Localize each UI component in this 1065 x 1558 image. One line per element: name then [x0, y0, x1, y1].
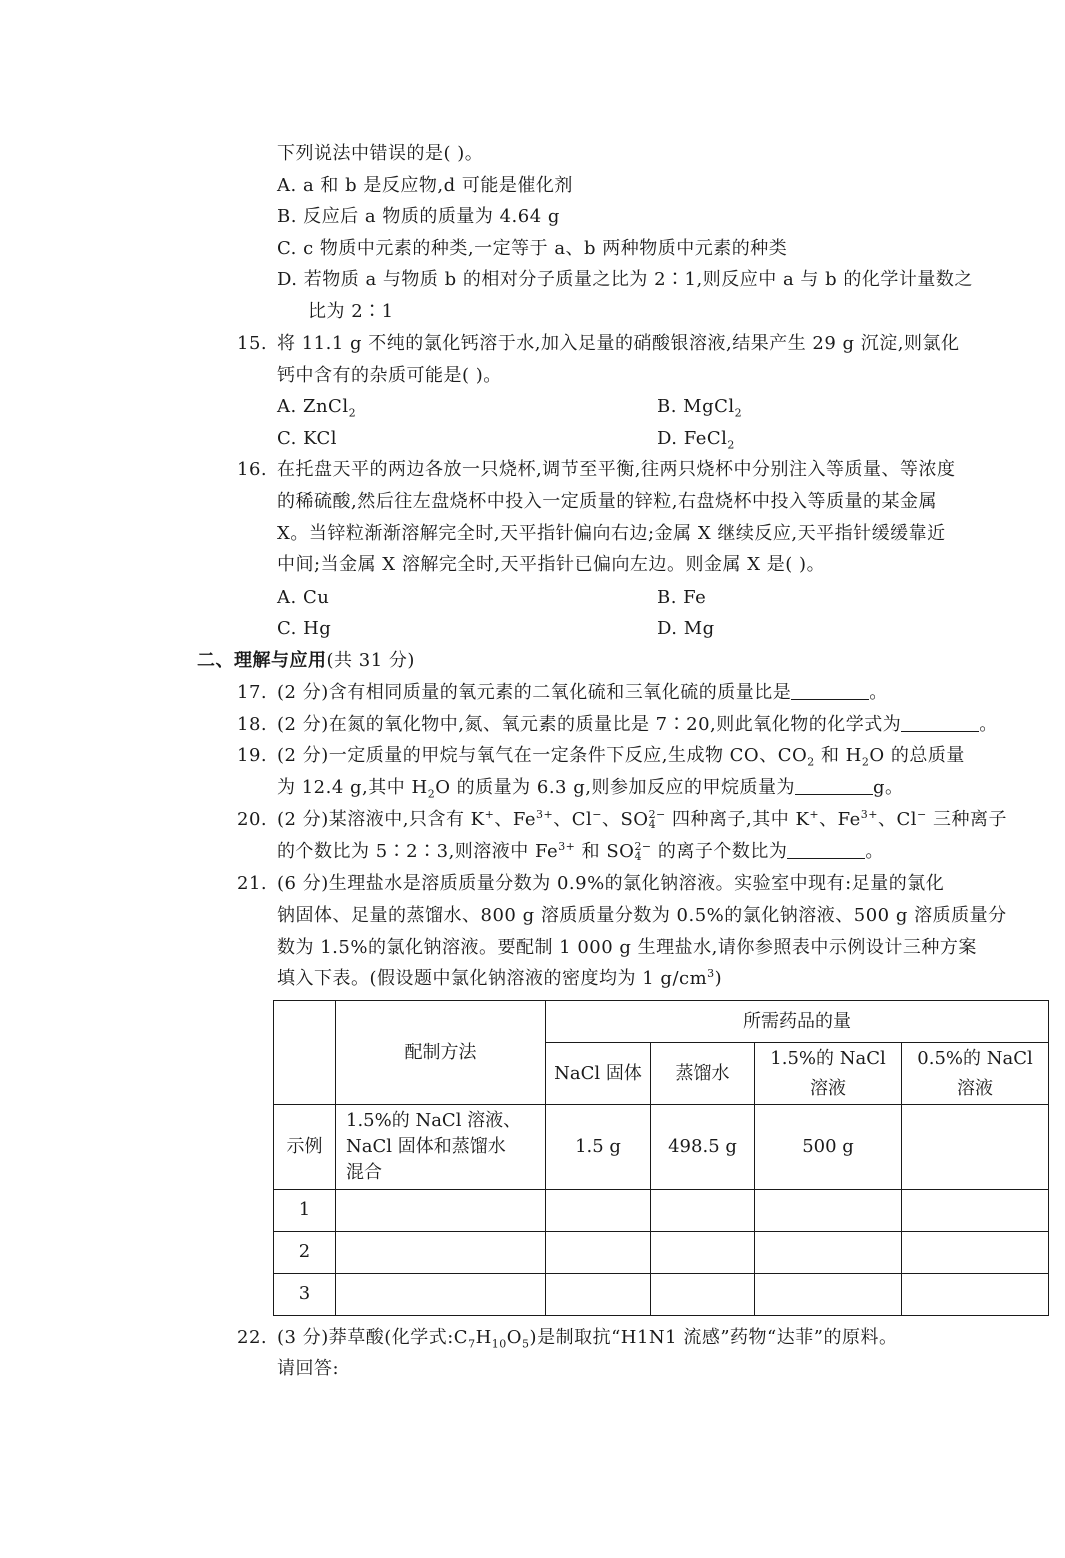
nacl-solid-cell[interactable] — [546, 1231, 651, 1273]
q22-line2: 请回答: — [277, 1358, 340, 1379]
q16-line1: 在托盘天平的两边各放一只烧杯,调节至平衡,往两只烧杯中分别注入等质量、等浓度 — [277, 459, 956, 480]
water-cell[interactable] — [651, 1231, 755, 1273]
row-number: 3 — [274, 1273, 336, 1315]
header-nacl-0-5-solution: 0.5%的 NaCl 溶液 — [902, 1043, 1049, 1105]
table-row — [274, 1273, 1049, 1315]
table-row-example — [274, 1105, 1049, 1189]
q20-line2: 的个数比为 5∶2∶3,则溶液中 $Fe^{3+}$ 和 SO 2− 4 的离子个数比为 。 — [277, 840, 884, 863]
q21-line4: 填入下表。(假设题中氯化钠溶液的密度均为 1 $g/cm^3$) — [277, 967, 723, 989]
q16-option-a: A. Cu — [277, 587, 330, 608]
q16-line3: X。当锌粒渐渐溶解完全时,天平指针偏向右边;金属 X 继续反应,天平指针缓缓靠近 — [277, 523, 946, 544]
header-method: 配制方法 — [336, 1001, 546, 1105]
section-points: (共 31 分) — [326, 650, 415, 671]
q17-line: (2 分)含有相同质量的氧元素的二氧化硫和三氧化硫的质量比是 。 — [277, 682, 888, 703]
q20-number: 20. — [237, 809, 268, 830]
q15-option-b: B. MgCl$_2$ — [657, 396, 743, 420]
q19-line1: (2 分)一定质量的甲烷与氧气在一定条件下反应,生成物 CO、$CO_2$ 和 $H_2O$ 的总质量 — [277, 745, 965, 769]
q22-line1: (3 分)莽草酸(化学式$:C_7H_{10}O_5$)是制取抗“H1N1 流感”药物“达菲”的原料。 — [277, 1327, 898, 1351]
q16-option-d: D. Mg — [657, 618, 715, 639]
q19-answer-blank[interactable] — [795, 776, 873, 795]
q14-option-c: C. c 物质中元素的种类,一定等于 a、b 两种物质中元素的种类 — [277, 238, 788, 259]
q21-line1: (6 分)生理盐水是溶质质量分数为 0.9%的氯化钠溶液。实验室中现有:足量的氯化 — [277, 873, 945, 894]
q15-option-d: D. FeCl$_2$ — [657, 428, 735, 452]
q15-number: 15. — [237, 333, 268, 354]
header-nacl-solid: NaCl 固体 — [546, 1043, 651, 1105]
q20-line1: (2 分)某溶液中,只含有 K+、$Fe^{3+}$、Cl−、SO 2− 4 四种离子,其中 K+、$Fe^{3+}$、Cl− 三种离子 — [277, 808, 1007, 831]
q14-option-b: B. 反应后 a 物质的质量为 4.64 g — [277, 206, 560, 227]
q19-number: 19. — [237, 745, 268, 766]
water-cell[interactable] — [651, 1273, 755, 1315]
q17-number: 17. — [237, 682, 268, 703]
q16-line4: 中间;当金属 X 溶解完全时,天平指针已偏向左边。则金属 X 是( )。 — [277, 554, 826, 575]
method-cell[interactable] — [336, 1189, 546, 1231]
q21-number: 21. — [237, 873, 268, 894]
header-required-amounts: 所需药品的量 — [546, 1001, 1049, 1043]
nacl-solid-cell[interactable] — [546, 1273, 651, 1315]
q17-answer-blank[interactable] — [791, 681, 869, 700]
section-heading — [197, 649, 415, 673]
table-header-row — [274, 1001, 1049, 1043]
q18-number: 18. — [237, 714, 268, 735]
q22-number: 22. — [237, 1327, 268, 1348]
nacl-0-5-cell[interactable] — [902, 1231, 1049, 1273]
table-row — [274, 1189, 1049, 1231]
q16-option-c: C. Hg — [277, 618, 332, 639]
nacl-1-5-cell[interactable] — [755, 1273, 902, 1315]
q20-answer-blank[interactable] — [787, 840, 865, 859]
q14-option-a: A. a 和 b 是反应物,d 可能是催化剂 — [277, 175, 573, 196]
example-nacl-solid: 1.5 g — [546, 1105, 651, 1189]
nacl-solid-cell[interactable] — [546, 1189, 651, 1231]
nacl-1-5-cell[interactable] — [755, 1189, 902, 1231]
q14-stem: 下列说法中错误的是( )。 — [277, 143, 484, 164]
nacl-1-5-cell[interactable] — [755, 1231, 902, 1273]
q14-option-d-line1: D. 若物质 a 与物质 b 的相对分子质量之比为 2∶1,则反应中 a 与 b 的化学计量数之 — [277, 269, 973, 290]
example-method: 1.5%的 NaCl 溶液、 NaCl 固体和蒸馏水 混合 — [336, 1105, 546, 1189]
q16-option-b: B. Fe — [657, 587, 707, 608]
q15-line2: 钙中含有的杂质可能是( )。 — [277, 365, 502, 386]
q21-line2: 钠固体、足量的蒸馏水、800 g 溶质质量分数为 0.5%的氯化钠溶液、500 g 溶质质量分 — [277, 905, 1007, 926]
method-cell[interactable] — [336, 1231, 546, 1273]
water-cell[interactable] — [651, 1189, 755, 1231]
q19-line2: 为 12.4 g,其中 $H_2O$ 的质量为 6.3 g,则参加反应的甲烷质量为 g。 — [277, 777, 904, 801]
table-row — [274, 1231, 1049, 1273]
q15-line1: 将 11.1 g 不纯的氯化钙溶于水,加入足量的硝酸银溶液,结果产生 29 g 沉淀,则氯化 — [277, 333, 960, 354]
row-number: 2 — [274, 1231, 336, 1273]
header-distilled-water: 蒸馏水 — [651, 1043, 755, 1105]
example-nacl-1-5-solution: 500 g — [755, 1105, 902, 1189]
nacl-0-5-cell[interactable] — [902, 1273, 1049, 1315]
nacl-0-5-cell[interactable] — [902, 1189, 1049, 1231]
example-label: 示例 — [274, 1105, 336, 1189]
q18-answer-blank[interactable] — [901, 713, 979, 732]
row-number: 1 — [274, 1189, 336, 1231]
q15-option-a: A. ZnCl$_2$ — [277, 396, 357, 420]
section-title: 二、理解与应用 — [197, 650, 327, 671]
q16-line2: 的稀硫酸,然后往左盘烧杯中投入一定质量的锌粒,右盘烧杯中投入等质量的某金属 — [277, 491, 937, 512]
q16-number: 16. — [237, 459, 268, 480]
header-blank-cell — [274, 1001, 336, 1105]
q18-line: (2 分)在氮的氧化物中,氮、氧元素的质量比是 7∶20,则此氧化物的化学式为 。 — [277, 714, 998, 735]
header-nacl-1-5-solution: 1.5%的 NaCl 溶液 — [755, 1043, 902, 1105]
example-distilled-water: 498.5 g — [651, 1105, 755, 1189]
method-cell[interactable] — [336, 1273, 546, 1315]
example-nacl-0-5-solution — [902, 1105, 1049, 1189]
q14-option-d-line2: 比为 2∶1 — [308, 301, 394, 322]
q15-option-c: C. KCl — [277, 428, 338, 449]
preparation-table — [273, 1000, 1049, 1316]
q21-line3: 数为 1.5%的氯化钠溶液。要配制 1 000 g 生理盐水,请你参照表中示例设计三种方案 — [277, 937, 977, 958]
